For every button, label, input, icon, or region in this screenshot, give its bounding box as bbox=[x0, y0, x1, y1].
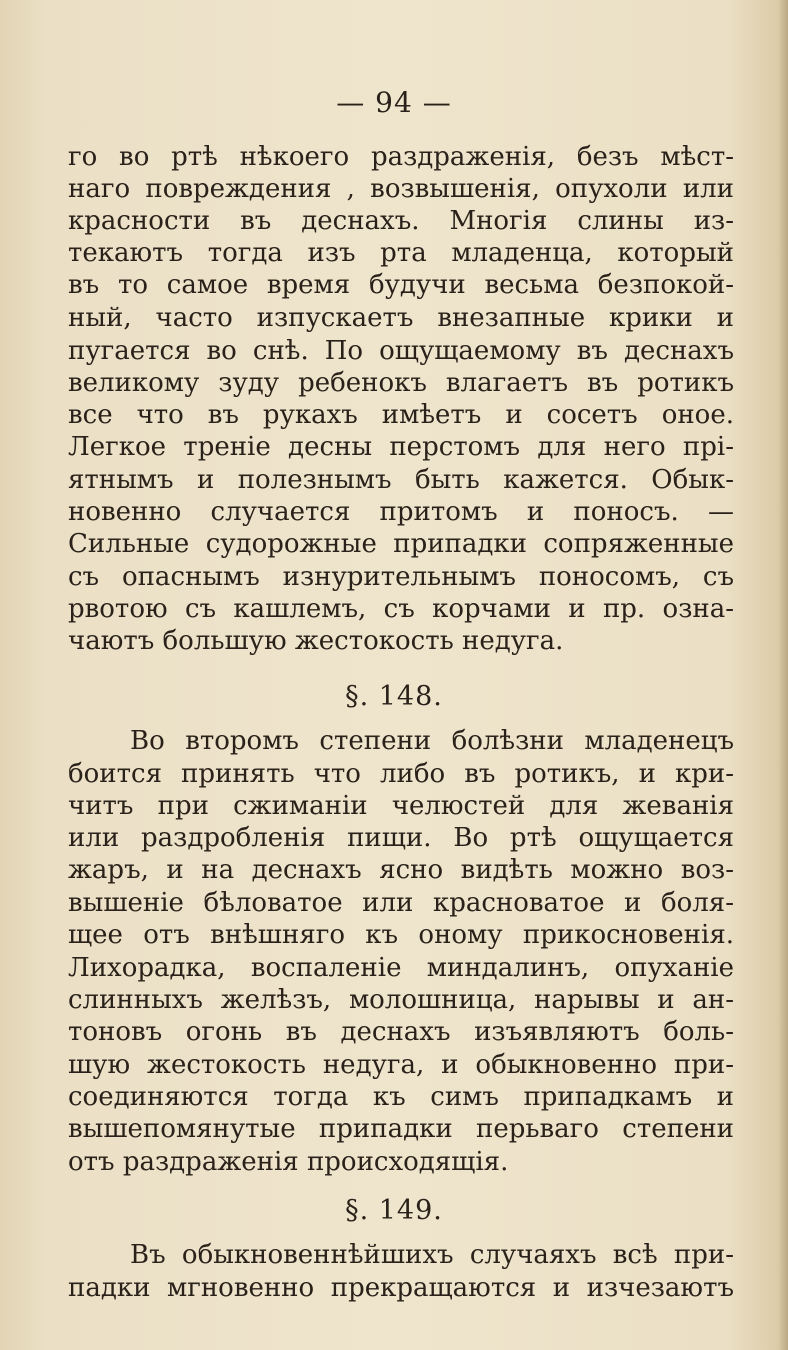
text-line: въ то самое время будучи весьма безпокой- bbox=[68, 270, 734, 300]
text-line: Сильные судорожные припадки сопряженные bbox=[68, 529, 734, 559]
section-heading: §. 148. bbox=[345, 681, 443, 712]
text-line: шую жестокость недуга, и обыкновенно при- bbox=[68, 1050, 734, 1080]
text-line: ятнымъ и полезнымъ быть кажется. Обык- bbox=[68, 465, 734, 495]
text-line: великому зуду ребенокъ влагаетъ въ ротикъ bbox=[68, 368, 734, 398]
text-line: съ опаснымъ изнурительнымъ поносомъ, съ bbox=[68, 562, 734, 592]
text-line: ный, часто изпускаетъ внезапные крики и bbox=[68, 303, 734, 333]
text-line: новенно случается притомъ и поносъ. — bbox=[68, 497, 734, 527]
text-line: слинныхъ желѣзъ, молошница, нарывы и ан- bbox=[68, 985, 734, 1015]
section-heading: §. 149. bbox=[345, 1195, 443, 1226]
text-line: или раздробленія пищи. Во ртѣ ощущается bbox=[68, 823, 734, 853]
text-line: вышепомянутые припадки перьваго степени bbox=[68, 1114, 734, 1144]
text-line: Легкое треніе десны перстомъ для него прі- bbox=[68, 432, 734, 462]
text-line: Въ обыкновеннѣйшихъ случаяхъ всѣ при- bbox=[130, 1240, 734, 1270]
page-number: — 94 — bbox=[336, 86, 452, 119]
text-line: Лихорадка, воспаленіе миндалинъ, опуханіе bbox=[68, 953, 734, 983]
text-line: все что въ рукахъ имѣетъ и сосетъ оное. bbox=[68, 400, 734, 430]
page-edge-shadow bbox=[778, 0, 788, 1350]
text-line: текаютъ тогда изъ рта младенца, который bbox=[68, 238, 734, 268]
text-line: наго повреждения , возвышенія, опухоли или bbox=[68, 174, 734, 204]
text-line: чаютъ большую жестокость недуга. bbox=[68, 626, 564, 656]
text-line: жаръ, и на деснахъ ясно видѣть можно воз- bbox=[68, 855, 734, 885]
text-line: вышеніе бѣловатое или красноватое и боля- bbox=[68, 888, 734, 918]
text-line: рвотою съ кашлемъ, съ корчами и пр. озна- bbox=[68, 594, 734, 624]
text-line: Во второмъ степени болѣзни младенецъ bbox=[130, 726, 734, 756]
text-line: тоновъ огонь въ деснахъ изъявляютъ боль- bbox=[68, 1017, 734, 1047]
text-line: го во ртѣ нѣкоего раздраженія, безъ мѣст- bbox=[68, 142, 734, 172]
text-line: соединяются тогда къ симъ припадкамъ и bbox=[68, 1082, 734, 1112]
text-line: читъ при сжиманіи челюстей для жеванія bbox=[68, 791, 734, 821]
text-line: падки мгновенно прекращаются и изчезаютъ bbox=[68, 1273, 734, 1303]
text-line: щее отъ внѣшняго къ оному прикосновенія. bbox=[68, 920, 734, 950]
text-line: пугается во снѣ. По ощущаемому въ деснахъ bbox=[68, 336, 734, 366]
text-line: отъ раздраженія происходящія. bbox=[68, 1147, 509, 1177]
text-line: красности въ деснахъ. Многія слины из- bbox=[68, 206, 734, 236]
text-line: боится принять что либо въ ротикъ, и кри- bbox=[68, 759, 734, 789]
